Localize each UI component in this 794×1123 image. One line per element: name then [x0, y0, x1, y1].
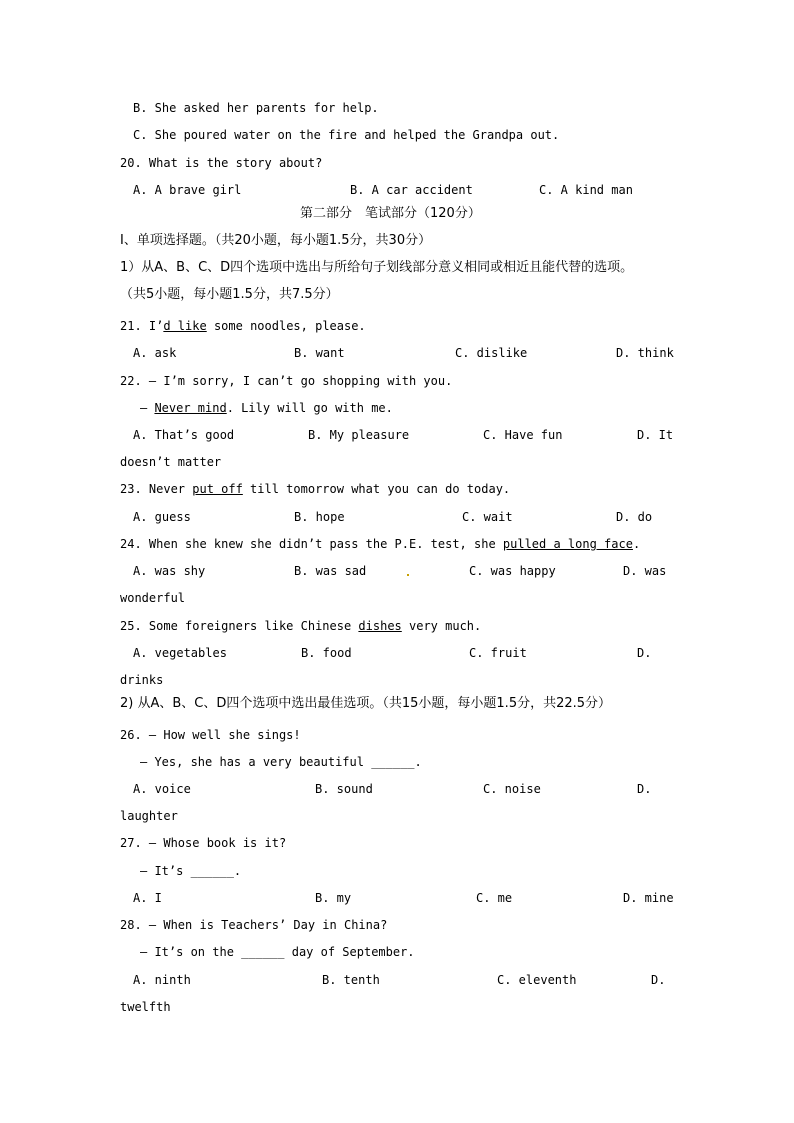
q22-reply-pre: –: [140, 401, 155, 415]
q22-reply: [140, 400, 393, 416]
q21-option-d: D. think: [616, 346, 674, 360]
sub1-instruction-cont: （共5小题，每小题1.5分，共7.5分）: [120, 287, 339, 302]
q25-option-b: B. food: [301, 646, 352, 660]
q28-option-d-wrap: twelfth: [120, 1000, 171, 1014]
q25-underlined: dishes: [358, 619, 402, 633]
q24-option-d: D. was: [623, 564, 667, 578]
part2-title: 第二部分 笔试部分（120分）: [300, 206, 481, 221]
q21-stem-pre: 21. I’: [120, 319, 164, 333]
q26-option-d: D.: [637, 782, 652, 796]
q27-option-d: D. mine: [623, 891, 674, 905]
q25-stem-pre: 25. Some foreigners like Chinese: [120, 619, 359, 633]
q23-option-b: B. hope: [294, 510, 345, 524]
q26-stem: 26. – How well she sings!: [120, 728, 301, 742]
q22-underlined: Never mind: [154, 401, 227, 415]
q22-option-c: C. Have fun: [483, 428, 563, 442]
q28-option-a: A. ninth: [133, 973, 191, 987]
q24-option-c: C. was happy: [469, 564, 556, 578]
q23-option-a: A. guess: [133, 510, 191, 524]
q24-option-a: A. was shy: [133, 564, 206, 578]
q26-option-a: A. voice: [133, 782, 191, 796]
q23-option-c: C. wait: [462, 510, 513, 524]
q26-option-b: B. sound: [315, 782, 373, 796]
q25-option-c: C. fruit: [469, 646, 527, 660]
q24-option-d-wrap: wonderful: [120, 591, 186, 605]
q26-reply: – Yes, she has a very beautiful ______.: [140, 755, 422, 769]
q24-underlined: pulled a long face: [502, 537, 633, 551]
q20-option-c: C. A kind man: [539, 183, 633, 197]
q27-option-c: C. me: [476, 891, 513, 905]
q28-reply: – It’s on the ______ day of September.: [140, 945, 415, 959]
q25-option-a: A. vegetables: [133, 646, 227, 660]
q26-option-d-wrap: laughter: [120, 809, 178, 823]
q20-option-b: B. A car accident: [350, 183, 473, 197]
q21-stem-post: some noodles, please.: [206, 319, 366, 333]
q23-stem-post: till tomorrow what you can do today.: [242, 482, 511, 496]
q23-underlined: put off: [192, 482, 243, 496]
q28-option-b: B. tenth: [322, 973, 380, 987]
q23-stem-pre: 23. Never: [120, 482, 193, 496]
q21-option-c: C. dislike: [455, 346, 528, 360]
q28-option-d: D.: [651, 973, 666, 987]
q22-stem: 22. – I’m sorry, I can’t go shopping with you.: [120, 374, 453, 388]
q24-stem-post: .: [632, 537, 641, 551]
q21-stem: [120, 318, 366, 334]
q22-option-d: D. It: [637, 428, 674, 442]
q21-option-b: B. want: [294, 346, 345, 360]
q23-stem: [120, 481, 510, 497]
q22-option-d-wrap: doesn’t matter: [120, 455, 222, 469]
q22-reply-post: . Lily will go with me.: [226, 401, 393, 415]
q25-option-d-wrap: drinks: [120, 673, 164, 687]
q21-option-a: A. ask: [133, 346, 177, 360]
sub2-instruction: 2) 从A、B、C、D四个选项中选出最佳选项。（共15小题，每小题1.5分，共22.5分）: [120, 696, 612, 711]
q21-underlined: d like: [163, 319, 207, 333]
q24-option-b: B. was sad: [294, 564, 367, 578]
q22-option-b: B. My pleasure: [308, 428, 410, 442]
q28-stem: 28. – When is Teachers’ Day in China?: [120, 918, 388, 932]
q19-option-b: B. She asked her parents for help.: [133, 101, 379, 115]
q27-option-a: A. I: [133, 891, 162, 905]
q23-option-d: D. do: [616, 510, 653, 524]
q25-option-d: D.: [637, 646, 652, 660]
q19-option-c: C. She poured water on the fire and helped the Grandpa out.: [133, 128, 560, 142]
q20-stem: 20. What is the story about?: [120, 156, 323, 170]
q24-stem: [120, 536, 640, 552]
sub1-instruction: 1）从A、B、C、D四个选项中选出与所给句子划线部分意义相同或相近且能代替的选项。: [120, 260, 634, 275]
q27-option-b: B. my: [315, 891, 352, 905]
q25-stem: [120, 618, 481, 634]
q27-reply: – It’s ______.: [140, 864, 242, 878]
section1-heading: Ⅰ、单项选择题。（共20小题，每小题1.5分，共30分）: [120, 233, 432, 248]
stray-mark: [407, 574, 409, 576]
q28-option-c: C. eleventh: [497, 973, 577, 987]
q22-option-a: A. That’s good: [133, 428, 235, 442]
q27-stem: 27. – Whose book is it?: [120, 836, 287, 850]
q20-option-a: A. A brave girl: [133, 183, 242, 197]
q24-stem-pre: 24. When she knew she didn’t pass the P.E. test, she: [120, 537, 503, 551]
q26-option-c: C. noise: [483, 782, 541, 796]
q25-stem-post: very much.: [401, 619, 482, 633]
